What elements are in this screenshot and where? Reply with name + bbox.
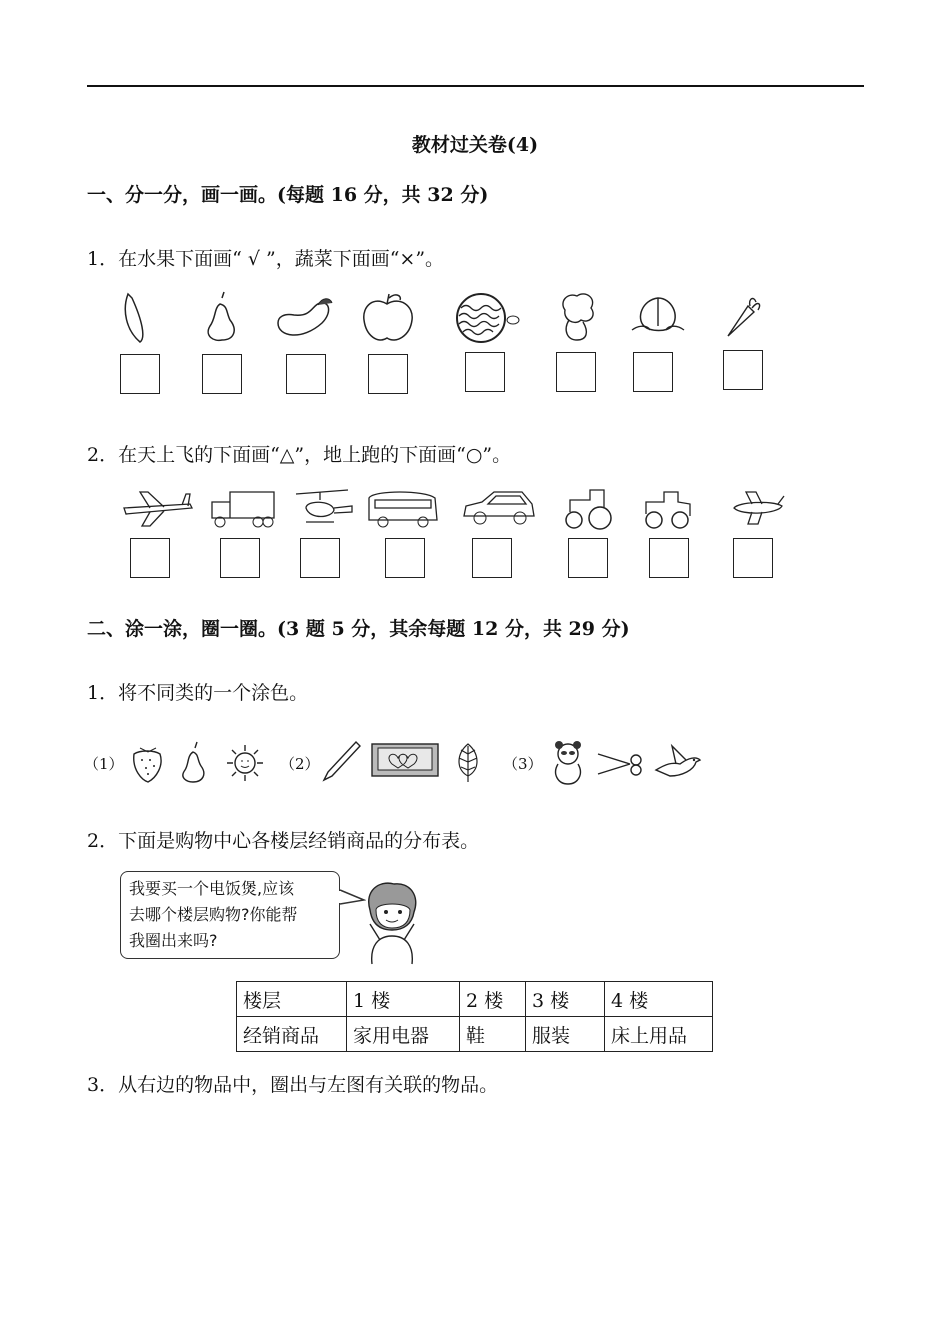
s1-q2-text: 2．在天上飞的下面画“△”，地上跑的下面画“○”。 <box>87 444 512 466</box>
apple-icon <box>360 290 415 345</box>
airplane-icon <box>120 486 195 531</box>
page-title: 教材过关卷(4) <box>411 134 539 156</box>
answer-box[interactable] <box>120 354 160 394</box>
answer-box[interactable] <box>286 354 326 394</box>
answer-box[interactable] <box>202 354 242 394</box>
cauliflower-icon <box>553 290 603 345</box>
leaf-icon <box>452 742 484 782</box>
table-row <box>237 982 713 1017</box>
eggplant-icon <box>272 293 337 343</box>
helicopter-icon <box>292 486 354 531</box>
pencil-icon <box>318 736 363 786</box>
table-cell: 家用电器 <box>347 1017 460 1052</box>
peach-icon <box>628 290 688 340</box>
answer-box[interactable] <box>465 352 505 392</box>
tractor-icon <box>560 486 615 531</box>
answer-box[interactable] <box>723 350 763 390</box>
truck-icon <box>208 486 278 531</box>
watermelon-icon <box>455 290 525 345</box>
s2-q2-text: 2．下面是购物中心各楼层经销商品的分布表。 <box>87 830 480 852</box>
s2-q3-text: 3．从右边的物品中，圈出与左图有关联的物品。 <box>87 1074 499 1096</box>
table-row <box>237 1017 713 1052</box>
answer-box[interactable] <box>220 538 260 578</box>
section2-heading: 二、涂一涂，圈一圈。(3 题 5 分，其余每题 12 分，共 29 分) <box>87 618 630 640</box>
s1-q1-text: 1．在水果下面画“ √ ”，蔬菜下面画“×”。 <box>87 248 445 270</box>
speech-line: 我要买一个电饭煲,应该 <box>129 879 295 898</box>
table-cell: 楼层 <box>237 982 347 1017</box>
speech-bubble <box>120 871 340 959</box>
answer-box[interactable] <box>556 352 596 392</box>
answer-box[interactable] <box>385 538 425 578</box>
answer-box[interactable] <box>130 538 170 578</box>
scissors-icon <box>596 748 646 778</box>
strawberry-icon <box>128 742 166 784</box>
pear-icon <box>200 290 240 345</box>
s2-q1-text: 1．将不同类的一个涂色。 <box>87 682 309 704</box>
group-label: （2） <box>280 755 320 773</box>
floor-table <box>236 981 713 1052</box>
answer-box[interactable] <box>472 538 512 578</box>
car-icon <box>460 486 538 531</box>
answer-box[interactable] <box>733 538 773 578</box>
table-cell: 4 楼 <box>605 982 713 1017</box>
table-cell: 2 楼 <box>460 982 526 1017</box>
answer-box[interactable] <box>300 538 340 578</box>
table-cell: 1 楼 <box>347 982 460 1017</box>
table-cell: 3 楼 <box>526 982 605 1017</box>
table-cell: 服装 <box>526 1017 605 1052</box>
sun-icon <box>225 743 265 783</box>
boy-icon <box>360 880 422 965</box>
tractor-icon <box>640 486 695 531</box>
speech-line: 我圈出来吗? <box>129 931 218 950</box>
top-rule <box>87 85 864 87</box>
table-cell: 鞋 <box>460 1017 526 1052</box>
panda-icon <box>548 740 590 786</box>
small-plane-icon <box>728 486 788 531</box>
answer-box[interactable] <box>368 354 408 394</box>
table-cell: 经销商品 <box>237 1017 347 1052</box>
group-label: （3） <box>503 755 543 773</box>
pencil-case-icon <box>370 742 440 778</box>
answer-box[interactable] <box>633 352 673 392</box>
group-label: （1） <box>84 755 124 773</box>
bus-icon <box>365 486 440 531</box>
pea-pod-icon <box>118 290 158 345</box>
answer-box[interactable] <box>649 538 689 578</box>
speech-line: 去哪个楼层购物?你能帮 <box>129 905 298 924</box>
table-cell: 床上用品 <box>605 1017 713 1052</box>
pear-icon <box>177 740 209 784</box>
carrot-icon <box>720 292 765 342</box>
bird-icon <box>652 740 704 786</box>
section1-heading: 一、分一分，画一画。(每题 16 分，共 32 分) <box>87 184 489 206</box>
answer-box[interactable] <box>568 538 608 578</box>
